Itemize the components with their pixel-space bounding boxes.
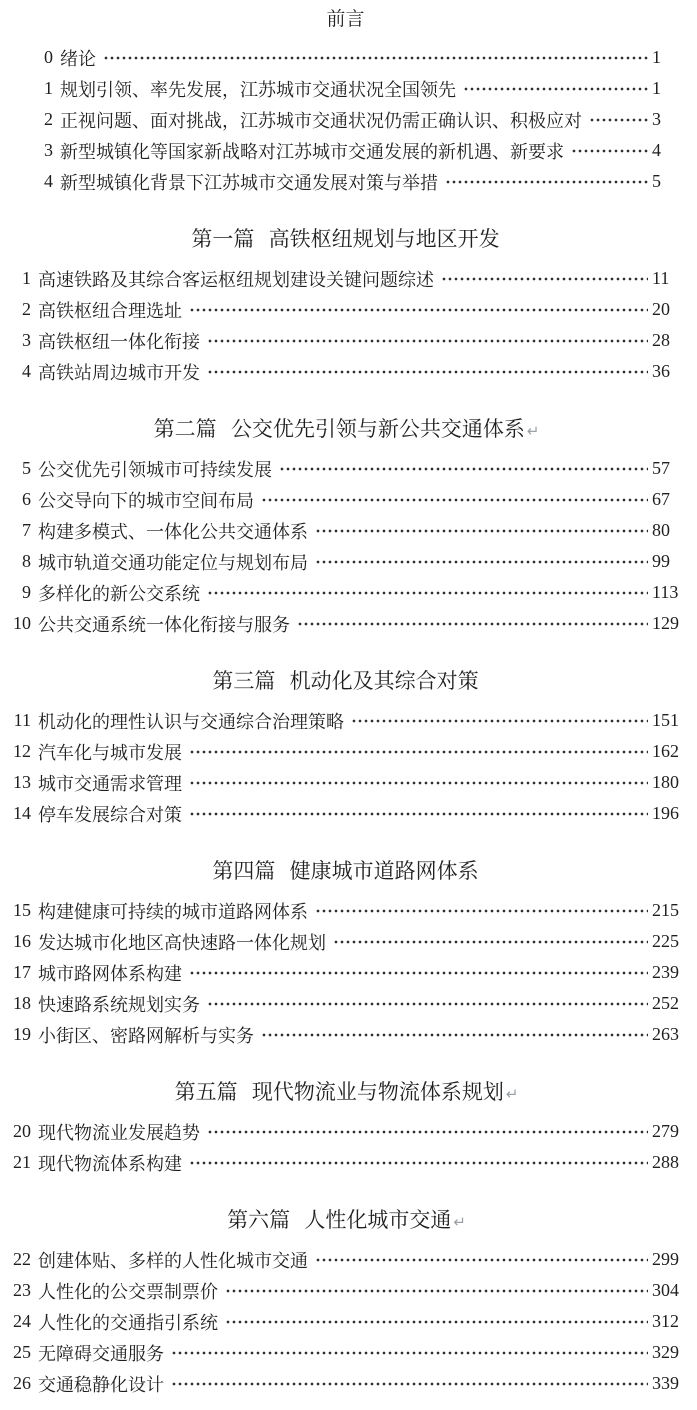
entry-page-number: 3: [652, 109, 661, 129]
toc-entry: [10, 166, 683, 197]
entry-page-number: 4: [652, 140, 661, 160]
entry-title: 构建健康可持续的城市道路网体系: [38, 901, 308, 922]
entry-number: 4: [44, 171, 53, 191]
entry-page-number: 113: [652, 582, 679, 602]
entry-page-number: 20: [652, 299, 670, 319]
toc-section: [10, 857, 683, 1050]
dot-leader: [315, 895, 648, 926]
dot-leader: [189, 1147, 648, 1178]
section-entries: [10, 42, 683, 197]
entry-page-number: 99: [652, 551, 670, 571]
section-heading-text: 第二篇 公交优先引领与新公共交通体系: [153, 417, 525, 441]
dot-leader: [225, 1275, 648, 1306]
entry-number: 4: [22, 361, 31, 381]
dot-leader: [207, 325, 648, 356]
entry-number: 5: [22, 458, 31, 478]
entry-page-number: 129: [652, 613, 679, 633]
toc-entry: [10, 42, 683, 73]
entry-number: 24: [13, 1311, 31, 1331]
dot-leader: [315, 546, 648, 577]
entry-title: 停车发展综合对策: [38, 804, 182, 825]
entry-page-number: 1: [652, 47, 661, 67]
section-entries: [10, 895, 683, 1050]
toc-entry: [10, 988, 683, 1019]
toc-section: [10, 415, 683, 639]
section-heading-text: 第四篇 健康城市道路网体系: [212, 859, 479, 883]
entry-number: 20: [13, 1121, 31, 1141]
entry-title: 交通稳静化设计: [38, 1374, 164, 1395]
section-entries: [10, 263, 683, 387]
entry-page-number: 5: [652, 171, 661, 191]
dot-leader: [333, 926, 648, 957]
entry-page-number: 263: [652, 1024, 679, 1044]
dot-leader: [207, 356, 648, 387]
paragraph-return-mark: ↵: [453, 1213, 466, 1231]
dot-leader: [171, 1368, 648, 1399]
toc-entry: [10, 515, 683, 546]
entry-title: 高铁站周边城市开发: [38, 362, 200, 383]
entry-title: 人性化的公交票制票价: [38, 1281, 218, 1302]
toc-entry: [10, 135, 683, 166]
entry-title: 现代物流业发展趋势: [38, 1122, 200, 1143]
entry-page-number: 329: [652, 1342, 679, 1362]
entry-page-number: 180: [652, 772, 679, 792]
entry-number: 14: [13, 803, 31, 823]
toc-entry: [10, 1116, 683, 1147]
section-heading: [10, 6, 683, 34]
dot-leader: [297, 608, 648, 639]
toc-entry: [10, 798, 683, 829]
entry-title: 高速铁路及其综合客运枢纽规划建设关键问题综述: [38, 269, 434, 290]
dot-leader: [207, 1116, 648, 1147]
section-heading: [10, 1206, 683, 1236]
entry-number: 12: [13, 741, 31, 761]
toc-entry: [10, 1337, 683, 1368]
dot-leader: [441, 263, 648, 294]
entry-page-number: 11: [652, 268, 670, 288]
toc-section: [10, 6, 683, 197]
entry-number: 17: [13, 962, 31, 982]
entry-number: 21: [13, 1152, 31, 1172]
entry-number: 25: [13, 1342, 31, 1362]
toc-entry: [10, 294, 683, 325]
toc-sections: [10, 6, 683, 1399]
entry-number: 1: [22, 268, 31, 288]
entry-number: 2: [22, 299, 31, 319]
section-heading-text: 第五篇 现代物流业与物流体系规划: [174, 1080, 504, 1104]
toc-entry: [10, 1019, 683, 1050]
dot-leader: [261, 484, 648, 515]
entry-page-number: 1: [652, 78, 661, 98]
entry-page-number: 28: [652, 330, 670, 350]
dot-leader: [171, 1337, 648, 1368]
entry-number: 10: [13, 613, 31, 633]
section-heading-text: 第一篇 高铁枢纽规划与地区开发: [191, 227, 500, 251]
entry-number: 9: [22, 582, 31, 602]
entry-title: 创建体贴、多样的人性化城市交通: [38, 1250, 308, 1271]
toc-entry: [10, 104, 683, 135]
entry-title: 新型城镇化背景下江苏城市交通发展对策与举措: [60, 172, 438, 193]
entry-title: 公交导向下的城市空间布局: [38, 490, 254, 511]
entry-page-number: 304: [652, 1280, 679, 1300]
entry-title: 城市轨道交通功能定位与规划布局: [38, 552, 308, 573]
dot-leader: [445, 166, 648, 197]
entry-page-number: 312: [652, 1311, 679, 1331]
dot-leader: [103, 42, 648, 73]
entry-page-number: 36: [652, 361, 670, 381]
toc-entry: [10, 767, 683, 798]
entry-title: 公交优先引领城市可持续发展: [38, 459, 272, 480]
toc-entry: [10, 325, 683, 356]
toc-entry: [10, 263, 683, 294]
paragraph-return-mark: ↵: [505, 1085, 519, 1103]
entry-page-number: 162: [652, 741, 679, 761]
entry-number: 2: [44, 109, 53, 129]
entry-page-number: 288: [652, 1152, 679, 1172]
entry-title: 小街区、密路网解析与实务: [38, 1025, 254, 1046]
dot-leader: [279, 453, 648, 484]
entry-title: 汽车化与城市发展: [38, 742, 182, 763]
section-heading-text: 第六篇 人性化城市交通: [227, 1208, 452, 1232]
entry-title: 高铁枢纽合理选址: [38, 300, 182, 321]
entry-title: 绪论: [60, 48, 96, 69]
toc-entry: [10, 577, 683, 608]
dot-leader: [207, 988, 648, 1019]
entry-title: 正视问题、面对挑战，江苏城市交通状况仍需正确认识、积极应对: [60, 110, 582, 131]
dot-leader: [315, 515, 648, 546]
entry-number: 0: [44, 47, 53, 67]
entry-title: 城市路网体系构建: [38, 963, 182, 984]
dot-leader: [189, 957, 648, 988]
dot-leader: [571, 135, 648, 166]
entry-title: 发达城市化地区高快速路一体化规划: [38, 932, 326, 953]
entry-page-number: 239: [652, 962, 679, 982]
toc-entry: [10, 356, 683, 387]
dot-leader: [225, 1306, 648, 1337]
toc-entry: [10, 1306, 683, 1337]
dot-leader: [351, 705, 648, 736]
entry-title: 多样化的新公交系统: [38, 583, 200, 604]
toc-section: [10, 225, 683, 387]
section-heading: [10, 415, 683, 445]
toc-entry: [10, 957, 683, 988]
entry-number: 3: [44, 140, 53, 160]
entry-title: 规划引领、率先发展，江苏城市交通状况全国领先: [60, 79, 456, 100]
dot-leader: [315, 1244, 648, 1275]
paragraph-return-mark: ↵: [526, 422, 540, 440]
toc-entry: [10, 705, 683, 736]
entry-number: 15: [13, 900, 31, 920]
dot-leader: [189, 767, 648, 798]
toc-entry: [10, 453, 683, 484]
section-heading: [10, 225, 683, 255]
dot-leader: [463, 73, 648, 104]
entry-page-number: 215: [652, 900, 679, 920]
toc-entry: [10, 926, 683, 957]
section-entries: [10, 1244, 683, 1399]
section-entries: [10, 453, 683, 639]
toc-entry: [10, 484, 683, 515]
toc-entry: [10, 1275, 683, 1306]
entry-title: 构建多模式、一体化公共交通体系: [38, 521, 308, 542]
entry-number: 23: [13, 1280, 31, 1300]
section-heading-text: 前言: [326, 9, 365, 30]
dot-leader: [189, 736, 648, 767]
section-entries: [10, 1116, 683, 1178]
dot-leader: [189, 294, 648, 325]
toc-section: [10, 1206, 683, 1399]
entry-title: 新型城镇化等国家新战略对江苏城市交通发展的新机遇、新要求: [60, 141, 564, 162]
toc-entry: [10, 895, 683, 926]
entry-page-number: 151: [652, 710, 679, 730]
entry-page-number: 225: [652, 931, 679, 951]
entry-title: 高铁枢纽一体化衔接: [38, 331, 200, 352]
entry-number: 22: [13, 1249, 31, 1269]
entry-number: 13: [13, 772, 31, 792]
entry-page-number: 339: [652, 1373, 679, 1393]
toc-section: [10, 667, 683, 829]
section-entries: [10, 705, 683, 829]
toc-section: [10, 1078, 683, 1178]
section-heading: [10, 857, 683, 887]
entry-number: 11: [13, 710, 31, 730]
entry-number: 7: [22, 520, 31, 540]
toc-entry: [10, 73, 683, 104]
entry-page-number: 196: [652, 803, 679, 823]
entry-number: 6: [22, 489, 31, 509]
section-heading: [10, 1078, 683, 1108]
toc-entry: [10, 608, 683, 639]
dot-leader: [261, 1019, 648, 1050]
section-heading-text: 第三篇 机动化及其综合对策: [212, 669, 479, 693]
entry-page-number: 67: [652, 489, 670, 509]
entry-number: 3: [22, 330, 31, 350]
entry-title: 城市交通需求管理: [38, 773, 182, 794]
entry-number: 26: [13, 1373, 31, 1393]
dot-leader: [207, 577, 648, 608]
entry-page-number: 299: [652, 1249, 679, 1269]
entry-title: 机动化的理性认识与交通综合治理策略: [38, 711, 344, 732]
entry-page-number: 252: [652, 993, 679, 1013]
section-heading: [10, 667, 683, 697]
entry-number: 16: [13, 931, 31, 951]
entry-title: 快速路系统规划实务: [38, 994, 200, 1015]
entry-title: 公共交通系统一体化衔接与服务: [38, 614, 290, 635]
dot-leader: [189, 798, 648, 829]
entry-page-number: 279: [652, 1121, 679, 1141]
dot-leader: [589, 104, 648, 135]
entry-title: 无障碍交通服务: [38, 1343, 164, 1364]
toc-entry: [10, 1368, 683, 1399]
toc-entry: [10, 546, 683, 577]
entry-number: 19: [13, 1024, 31, 1044]
toc-entry: [10, 1147, 683, 1178]
toc-entry: [10, 736, 683, 767]
entry-page-number: 80: [652, 520, 670, 540]
entry-number: 18: [13, 993, 31, 1013]
toc-entry: [10, 1244, 683, 1275]
entry-title: 现代物流体系构建: [38, 1153, 182, 1174]
entry-number: 1: [44, 78, 53, 98]
entry-page-number: 57: [652, 458, 670, 478]
entry-title: 人性化的交通指引系统: [38, 1312, 218, 1333]
entry-number: 8: [22, 551, 31, 571]
